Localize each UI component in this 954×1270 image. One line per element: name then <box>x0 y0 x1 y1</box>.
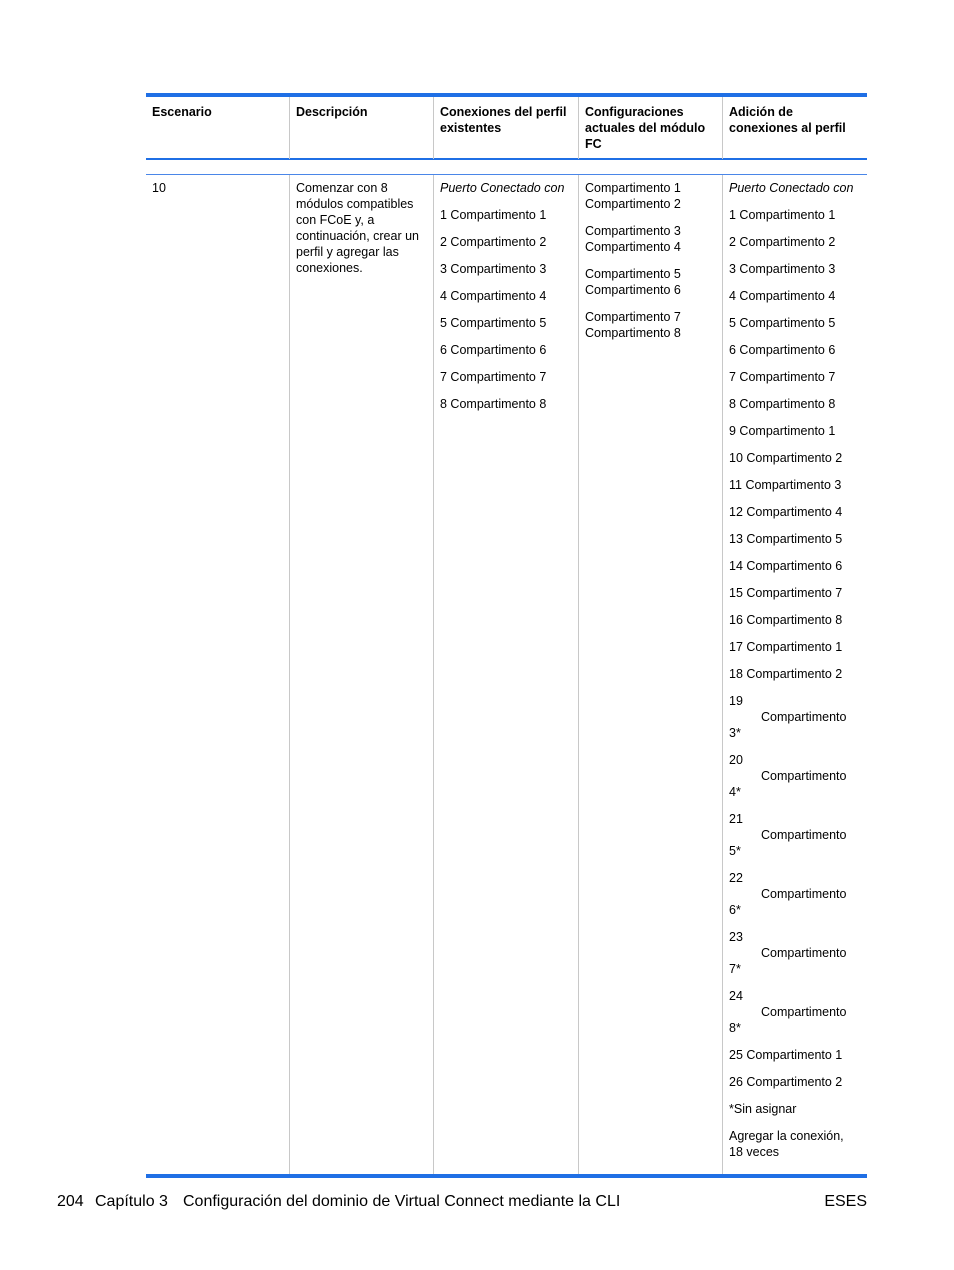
scenario-cell: 10 <box>152 181 166 195</box>
adding-connections-header: Puerto Conectado con <box>729 181 854 195</box>
list-item: Compartimento 1 <box>585 181 681 195</box>
table-row-rule <box>146 174 867 175</box>
column-divider <box>722 175 723 1174</box>
column-divider <box>578 175 579 1174</box>
list-item: 3 Compartimento 3 <box>440 262 547 276</box>
list-item: 1 Compartimento 1 <box>729 208 836 222</box>
add-connection-note-count: 18 veces <box>729 1145 780 1159</box>
bay-word: Compartimento <box>761 828 847 842</box>
list-item: 14 Compartimento 6 <box>729 559 843 573</box>
list-item: 5 Compartimento 5 <box>440 316 547 330</box>
list-item: Compartimento 3 <box>585 224 681 238</box>
connection-number: 22 <box>729 871 743 885</box>
list-item: 18 Compartimento 2 <box>729 667 843 681</box>
header-conexiones-existentes: Conexiones del perfil existentes <box>440 105 567 135</box>
existing-connections-header: Puerto Conectado con <box>440 181 565 195</box>
column-divider <box>433 97 434 159</box>
list-item: 11 Compartimento 3 <box>729 478 842 492</box>
list-item <box>729 811 865 859</box>
adding-connections-cell <box>729 180 865 1160</box>
header-configuraciones-fc: Configuraciones actuales del módulo FC <box>585 105 706 151</box>
connection-number: 20 <box>729 753 743 767</box>
table-top-rule <box>146 93 867 97</box>
fc-config-cell <box>585 180 721 341</box>
column-divider <box>578 97 579 159</box>
list-item <box>729 752 865 800</box>
list-item: 26 Compartimento 2 <box>729 1075 843 1089</box>
list-item <box>729 693 865 741</box>
list-item: 9 Compartimento 1 <box>729 424 836 438</box>
page-number: 204 <box>57 1193 84 1210</box>
list-item: Compartimento 6 <box>585 283 681 297</box>
bay-word: Compartimento <box>761 710 847 724</box>
list-item: 2 Compartimento 2 <box>440 235 547 249</box>
chapter-label: Capítulo 3 <box>95 1193 168 1210</box>
list-item: 25 Compartimento 1 <box>729 1048 843 1062</box>
list-item: 13 Compartimento 5 <box>729 532 843 546</box>
chapter-title: Configuración del dominio de Virtual Connect mediante la CLI <box>183 1193 621 1210</box>
list-item: 6 Compartimento 6 <box>440 343 547 357</box>
list-item: Compartimento 5 <box>585 267 681 281</box>
existing-connections-cell <box>440 180 576 412</box>
add-connection-note: Agregar la conexión, <box>729 1129 844 1143</box>
connection-number: 19 <box>729 694 743 708</box>
connection-number: 21 <box>729 812 743 826</box>
list-item <box>729 870 865 918</box>
list-item: 4 Compartimento 4 <box>729 289 836 303</box>
bay-number: 5* <box>729 844 741 858</box>
header-adicion-conexiones: Adición de conexiones al perfil <box>729 105 846 135</box>
list-item: 1 Compartimento 1 <box>440 208 547 222</box>
column-divider <box>433 175 434 1174</box>
list-item: 15 Compartimento 7 <box>729 586 843 600</box>
bay-number: 4* <box>729 785 741 799</box>
list-item <box>729 988 865 1036</box>
connection-number: 24 <box>729 989 743 1003</box>
list-item: 10 Compartimento 2 <box>729 451 843 465</box>
unassigned-note: *Sin asignar <box>729 1102 797 1116</box>
list-item: 12 Compartimento 4 <box>729 505 843 519</box>
table-header-rule <box>146 158 867 160</box>
description-cell: Comenzar con 8 módulos compatibles con FCoE y, a continuación, crear un perfil y agregar las conexiones. <box>296 181 419 275</box>
bay-number: 6* <box>729 903 741 917</box>
list-item: 17 Compartimento 1 <box>729 640 843 654</box>
list-item: Compartimento 2 <box>585 197 681 211</box>
header-escenario: Escenario <box>152 105 212 119</box>
list-item: 8 Compartimento 8 <box>729 397 836 411</box>
list-item: Compartimento 4 <box>585 240 681 254</box>
connection-number: 23 <box>729 930 743 944</box>
list-item: Compartimento 7 <box>585 310 681 324</box>
bay-number: 7* <box>729 962 741 976</box>
column-divider <box>722 97 723 159</box>
list-item: Compartimento 8 <box>585 326 681 340</box>
column-divider <box>289 97 290 159</box>
header-descripcion: Descripción <box>296 105 368 119</box>
list-item: 2 Compartimento 2 <box>729 235 836 249</box>
bay-word: Compartimento <box>761 1005 847 1019</box>
bay-number: 3* <box>729 726 741 740</box>
bay-number: 8* <box>729 1021 741 1035</box>
column-divider <box>289 175 290 1174</box>
language-code: ESES <box>824 1193 867 1210</box>
bay-word: Compartimento <box>761 887 847 901</box>
list-item: 7 Compartimento 7 <box>729 370 836 384</box>
list-item: 7 Compartimento 7 <box>440 370 547 384</box>
bay-word: Compartimento <box>761 946 847 960</box>
list-item: 6 Compartimento 6 <box>729 343 836 357</box>
bay-word: Compartimento <box>761 769 847 783</box>
list-item: 4 Compartimento 4 <box>440 289 547 303</box>
list-item: 5 Compartimento 5 <box>729 316 836 330</box>
list-item <box>729 929 865 977</box>
table-bottom-rule <box>146 1174 867 1178</box>
list-item: 16 Compartimento 8 <box>729 613 843 627</box>
list-item: 3 Compartimento 3 <box>729 262 836 276</box>
list-item: 8 Compartimento 8 <box>440 397 547 411</box>
